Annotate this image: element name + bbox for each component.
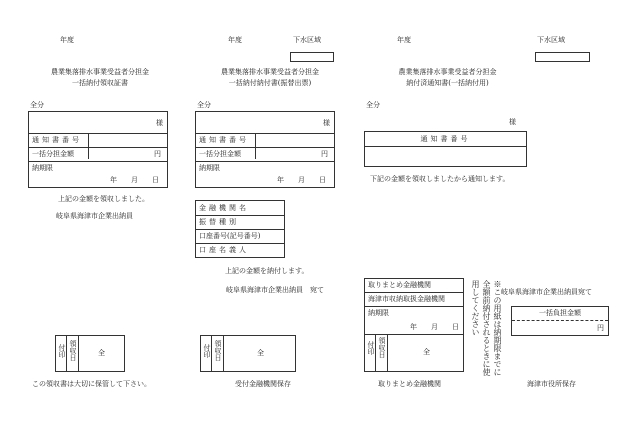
zen-label: 全 xyxy=(423,348,430,356)
bank-table xyxy=(195,200,285,258)
stamp-box xyxy=(55,335,125,372)
yen-label: 円 xyxy=(321,150,328,158)
paid-statement: 上記の金額を納付します。 xyxy=(225,267,309,275)
notice-number-table xyxy=(364,131,527,167)
city-bank-label: 海津市収納取扱金融機関 xyxy=(368,295,445,303)
addressee-label: 岐阜県海津市企業出納員 宛て xyxy=(226,286,324,294)
addressee-label: 岐阜県海津市企業出納員宛て xyxy=(501,288,592,296)
sama-label: 様 xyxy=(509,118,516,126)
form-subtitle: 納付済通知書(一括納付用) xyxy=(406,79,489,87)
amount-label: 一括分担金額 xyxy=(199,150,241,158)
bank-stamp-table xyxy=(364,278,464,372)
zen-label: 全 xyxy=(98,349,105,357)
date-label: 年 月 日 xyxy=(277,176,326,184)
district-input[interactable] xyxy=(535,52,590,62)
yen-label: 円 xyxy=(597,324,604,332)
amount-label: 一括分担金額 xyxy=(32,150,74,158)
zenbun-label: 全分 xyxy=(197,101,211,109)
date-label: 年 月 日 xyxy=(110,176,159,184)
stamp-label: 付印 xyxy=(367,341,375,355)
zenbun-label: 全分 xyxy=(366,101,380,109)
notice-number-label: 通知書番号 xyxy=(420,135,471,143)
collecting-bank-keep-note: 取りまとめ金融機関 xyxy=(378,380,441,388)
district-label: 下水区域 xyxy=(293,36,321,44)
zen-label: 全 xyxy=(257,349,264,357)
fiscal-year-label: 年度 xyxy=(60,36,74,44)
form-title: 農業集落排水事業受益者分担金 xyxy=(51,68,149,76)
district-label: 下水区域 xyxy=(537,36,565,44)
form-title: 農業集落排水事業受益者分担金 xyxy=(221,68,319,76)
yen-label: 円 xyxy=(154,150,161,158)
form-subtitle: 一括納付納付書(振替出票) xyxy=(228,79,312,87)
date-label: 年 月 日 xyxy=(410,323,459,331)
deadline-label: 納期限 xyxy=(32,164,53,172)
account-holder-label: 口座名義人 xyxy=(199,246,249,254)
stamp-label: 付印 xyxy=(58,344,66,358)
usage-note: ※この用紙は納期限までに全額前納付されるときに使用してください xyxy=(471,280,502,376)
bank-keep-note: 受付金融機関保存 xyxy=(235,380,291,388)
form-title: 農業集落排水事業受益者分担金 xyxy=(398,68,497,76)
zenbun-label: 全分 xyxy=(30,101,44,109)
notified-statement: 下記の金額を領収しましたから通知します。 xyxy=(370,175,510,183)
payment-table xyxy=(195,111,335,188)
stamp-box xyxy=(200,335,296,372)
issuer-label: 岐阜県海津市企業出納員 xyxy=(56,212,133,220)
receipt-table xyxy=(28,111,168,188)
stamp-label: 付印 xyxy=(203,344,211,358)
notice-number-label: 通知書番号 xyxy=(32,136,82,144)
fiscal-year-label: 年度 xyxy=(397,36,411,44)
sama-label: 様 xyxy=(156,119,163,127)
fiscal-year-label: 年度 xyxy=(228,36,242,44)
transfer-type-label: 振替種別 xyxy=(199,218,239,226)
amount-label: 一括負担金額 xyxy=(539,309,581,317)
collect-bank-label: 取りまとめ金融機関 xyxy=(368,281,431,289)
city-keep-note: 海津市役所保存 xyxy=(527,380,576,388)
deadline-label: 納期限 xyxy=(199,164,220,172)
keep-note: この領収書は大切に保管して下さい。 xyxy=(32,380,151,388)
form-subtitle: 一括納付領収証書 xyxy=(72,79,128,87)
district-input[interactable] xyxy=(290,52,334,62)
received-statement: 上記の金額を領収しました。 xyxy=(58,195,149,203)
account-number-label: 口座番号(記号番号) xyxy=(199,232,261,240)
receipt-date-label: 領収日 xyxy=(214,340,222,361)
notice-number-label: 通知書番号 xyxy=(199,136,249,144)
receipt-date-label: 領収日 xyxy=(69,340,77,361)
amount-table xyxy=(511,306,609,336)
receipt-date-label: 領収日 xyxy=(378,337,386,358)
sama-label: 様 xyxy=(323,119,330,127)
deadline-label: 納期限 xyxy=(368,309,389,317)
bank-name-label: 金融機関名 xyxy=(199,204,249,212)
